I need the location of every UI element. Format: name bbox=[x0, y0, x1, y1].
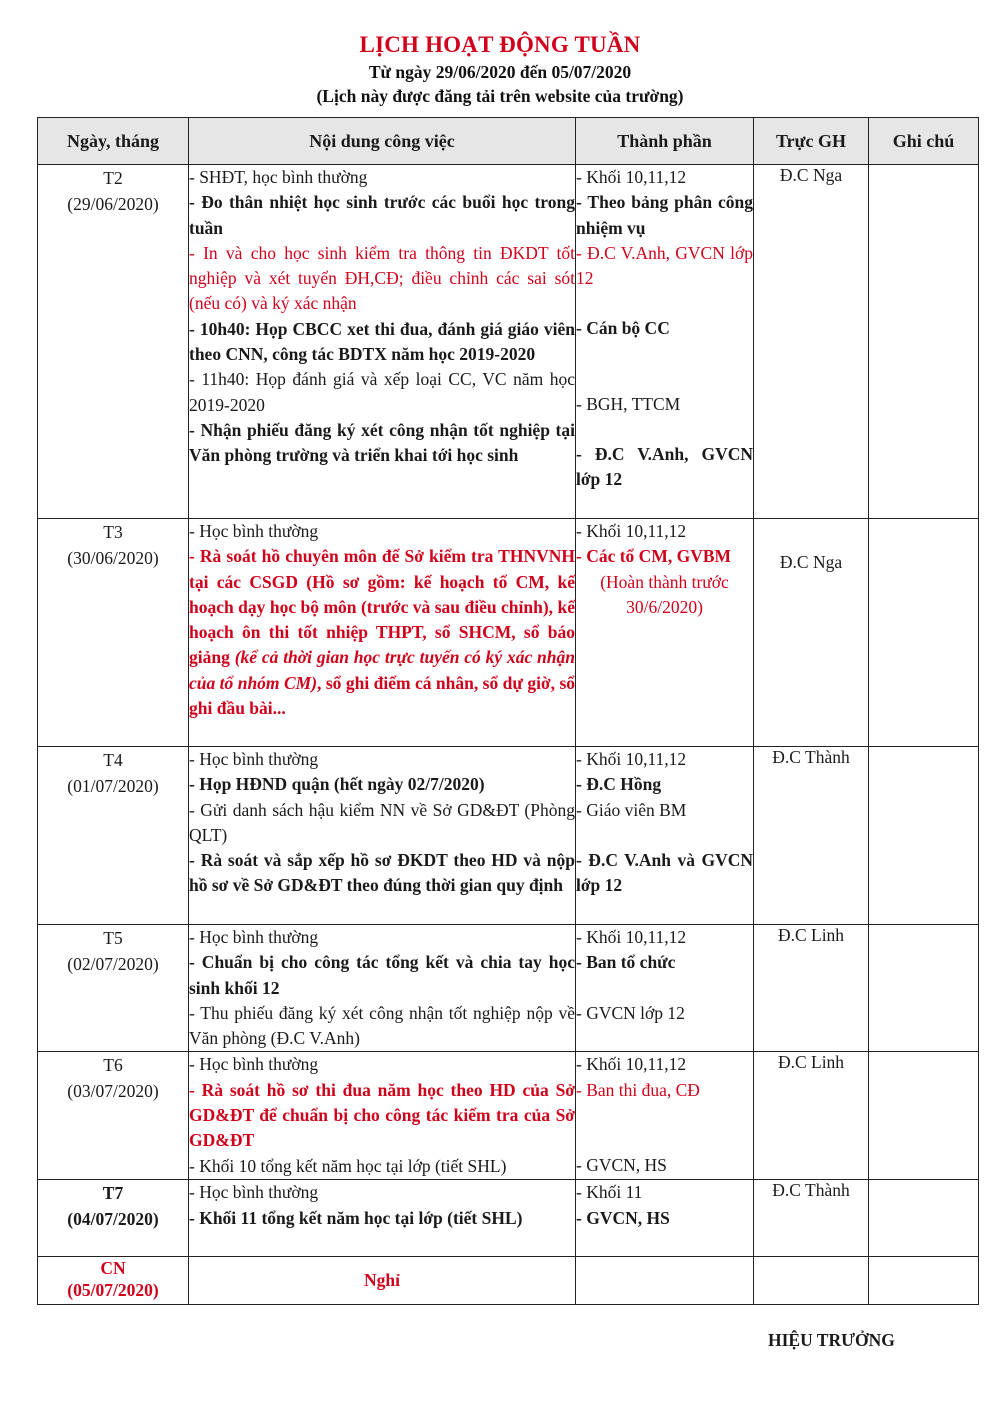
day-date: (04/07/2020) bbox=[67, 1209, 159, 1230]
member-line: - Theo bảng phân công nhiệm vụ bbox=[576, 192, 753, 238]
day-label: CN bbox=[100, 1258, 126, 1279]
date-range: Từ ngày 29/06/2020 đến 05/07/2020 bbox=[368, 62, 632, 82]
notes-cell bbox=[869, 1180, 979, 1257]
table-row bbox=[38, 747, 979, 925]
content-cell bbox=[189, 925, 576, 1052]
content-line: - Gửi danh sách hậu kiểm NN về Sở GD&ĐT (Phòng QLT) bbox=[189, 799, 575, 845]
notes-cell bbox=[869, 747, 979, 925]
document-header bbox=[0, 30, 1000, 108]
member-line: - Khối 10,11,12 bbox=[576, 1054, 687, 1075]
day-date: (29/06/2020) bbox=[67, 194, 159, 214]
content-cell bbox=[189, 747, 576, 925]
content-line: - SHĐT, học bình thường bbox=[189, 167, 368, 187]
members-cell bbox=[576, 165, 754, 519]
notes-cell bbox=[869, 519, 979, 747]
member-line: - Cán bộ CC bbox=[576, 318, 670, 339]
signature-title: HIỆU TRƯỞNG bbox=[768, 1330, 895, 1350]
col-members-header: Thành phần bbox=[576, 118, 754, 165]
member-line: - Khối 10,11,12 bbox=[576, 749, 687, 769]
content-line: - Rà soát hồ sơ thi đua năm học theo HD của Sở GD&ĐT để chuẩn bị cho công tác kiểm tra của Sở GD&ĐT bbox=[189, 1079, 575, 1151]
day-date: (03/07/2020) bbox=[67, 1081, 159, 1102]
member-line: - Ban tổ chức bbox=[576, 952, 676, 973]
day-date: (05/07/2020) bbox=[67, 1280, 159, 1301]
members-cell bbox=[576, 747, 754, 925]
content-line: - Khối 11 tổng kết năm học tại lớp (tiết SHL) bbox=[189, 1207, 523, 1228]
day-date: (01/07/2020) bbox=[67, 776, 159, 796]
notes-cell bbox=[869, 925, 979, 1052]
day-label: T5 bbox=[103, 928, 123, 948]
day-date: (30/06/2020) bbox=[67, 548, 159, 568]
table-header-row bbox=[38, 118, 979, 165]
table-row bbox=[38, 1257, 979, 1305]
notes-cell bbox=[869, 165, 979, 519]
day-label: T3 bbox=[103, 522, 123, 542]
member-line: - Đ.C V.Anh, GVCN lớp 12 bbox=[576, 242, 753, 289]
duty-cell: Đ.C Nga bbox=[754, 519, 869, 747]
member-line: (Hoàn thành trước 30/6/2020) bbox=[600, 571, 729, 617]
content-line: - Học bình thường bbox=[189, 521, 319, 541]
member-line: - GVCN lớp 12 bbox=[576, 1002, 685, 1023]
content-line: - In và cho học sinh kiểm tra thông tin ĐKDT tốt nghiệp và xét tuyển ĐH,CĐ; điều chỉnh các sai sót (nếu có) và ký xác nhận bbox=[189, 242, 575, 314]
member-line: - Đ.C Hồng bbox=[576, 774, 662, 795]
day-label: T6 bbox=[103, 1055, 123, 1076]
content-text-italic: (kể cả thời gian học trực tuyến có ký xác nhận của tổ nhóm CM) bbox=[189, 647, 576, 693]
member-line: - BGH, TTCM bbox=[576, 393, 681, 414]
col-duty-header: Trực GH bbox=[754, 118, 869, 165]
day-label: T4 bbox=[103, 750, 123, 770]
content-cell bbox=[189, 1180, 576, 1257]
content-cell: Nghỉ bbox=[189, 1257, 576, 1305]
content-line: - Học bình thường bbox=[189, 749, 319, 769]
day-cell bbox=[38, 925, 189, 1052]
content-line: - Họp HĐND quận (hết ngày 02/7/2020) bbox=[189, 774, 485, 795]
day-label: T7 bbox=[102, 1183, 124, 1204]
content-text: - Rà soát hồ chuyên môn để Sở kiểm tra THNVNH tại các CSGD (Hồ sơ gồm: kế hoạch tổ CM, kế hoạch dạy học bộ môn (trước và sau điều chỉnh), kế hoạch ôn thi tốt nhiệp THPT, sổ SHCM, sổ báo giảng bbox=[189, 546, 575, 668]
col-content-header: Nội dung công việc bbox=[189, 118, 576, 165]
members-cell bbox=[576, 1257, 754, 1305]
duty-cell: Đ.C Thành bbox=[754, 1180, 869, 1257]
day-cell bbox=[38, 1257, 189, 1305]
day-date: (02/07/2020) bbox=[67, 954, 159, 974]
page-title: LỊCH HOẠT ĐỘNG TUẦN bbox=[359, 32, 641, 57]
day-cell bbox=[38, 1052, 189, 1180]
content-cell bbox=[189, 165, 576, 519]
content-line: - Chuẩn bị cho công tác tổng kết và chia tay học sinh khối 12 bbox=[189, 952, 575, 998]
member-line: - Khối 10,11,12 bbox=[576, 167, 687, 187]
duty-cell: Đ.C Nga bbox=[754, 165, 869, 519]
duty-cell: Đ.C Thành bbox=[754, 747, 869, 925]
content-line bbox=[189, 544, 575, 721]
member-line: - Khối 10,11,12 bbox=[576, 927, 687, 947]
content-line: - Học bình thường bbox=[189, 1054, 319, 1075]
member-line: - Đ.C V.Anh, GVCN lớp 12 bbox=[576, 444, 753, 490]
day-cell bbox=[38, 519, 189, 747]
content-line: - Học bình thường bbox=[189, 927, 319, 947]
members-cell bbox=[576, 1180, 754, 1257]
notes-cell bbox=[869, 1257, 979, 1305]
table-row bbox=[38, 519, 979, 747]
table-row bbox=[38, 165, 979, 519]
day-label: T2 bbox=[103, 168, 123, 188]
member-line: - Khối 10,11,12 bbox=[576, 521, 687, 541]
website-note: (Lịch này được đăng tải trên website của trường) bbox=[316, 86, 684, 106]
day-cell bbox=[38, 165, 189, 519]
content-line: - Khối 10 tổng kết năm học tại lớp (tiết SHL) bbox=[189, 1155, 507, 1176]
content-text: , sổ ghi điểm cá nhân, sổ dự giờ, sổ ghi đầu bài... bbox=[189, 672, 576, 719]
member-line: - Giáo viên BM bbox=[576, 799, 687, 820]
member-line: - Ban thi đua, CĐ bbox=[576, 1079, 700, 1100]
content-cell bbox=[189, 519, 576, 747]
table-row bbox=[38, 925, 979, 1052]
duty-cell bbox=[754, 1257, 869, 1305]
weekly-schedule-table bbox=[37, 117, 979, 1305]
member-line: - GVCN, HS bbox=[576, 1155, 667, 1176]
col-day-header: Ngày, tháng bbox=[38, 118, 189, 165]
member-line: - Đ.C V.Anh và GVCN lớp 12 bbox=[576, 849, 753, 896]
content-line: - Học bình thường bbox=[189, 1182, 319, 1203]
duty-cell: Đ.C Linh bbox=[754, 925, 869, 1052]
members-cell bbox=[576, 519, 754, 747]
col-notes-header: Ghi chú bbox=[869, 118, 979, 165]
content-line: - Rà soát và sắp xếp hồ sơ ĐKDT theo HD và nộp hồ sơ về Sở GD&ĐT theo đúng thời gian quy định bbox=[189, 850, 575, 896]
members-cell bbox=[576, 925, 754, 1052]
member-line: - Các tổ CM, GVBM bbox=[576, 546, 732, 567]
table-row bbox=[38, 1052, 979, 1180]
member-line: - GVCN, HS bbox=[576, 1207, 670, 1228]
day-cell bbox=[38, 747, 189, 925]
notes-cell bbox=[869, 1052, 979, 1180]
content-line: - Nhận phiếu đăng ký xét công nhận tốt nghiệp tại Văn phòng trường và triển khai tới học sinh bbox=[189, 419, 575, 466]
duty-cell: Đ.C Linh bbox=[754, 1052, 869, 1180]
content-cell bbox=[189, 1052, 576, 1180]
content-line: - 11h40: Họp đánh giá và xếp loại CC, VC năm học 2019-2020 bbox=[189, 369, 575, 415]
content-line: - Thu phiếu đăng ký xét công nhận tốt nghiệp nộp về Văn phòng (Đ.C V.Anh) bbox=[189, 1002, 575, 1049]
members-cell bbox=[576, 1052, 754, 1180]
member-line: - Khối 11 bbox=[576, 1182, 643, 1203]
day-cell bbox=[38, 1180, 189, 1257]
table-row bbox=[38, 1180, 979, 1257]
content-line: - 10h40: Họp CBCC xet thi đua, đánh giá giáo viên theo CNN, công tác BDTX năm học 2019-2020 bbox=[189, 318, 575, 365]
content-line: - Đo thân nhiệt học sinh trước các buổi học trong tuần bbox=[189, 192, 575, 238]
